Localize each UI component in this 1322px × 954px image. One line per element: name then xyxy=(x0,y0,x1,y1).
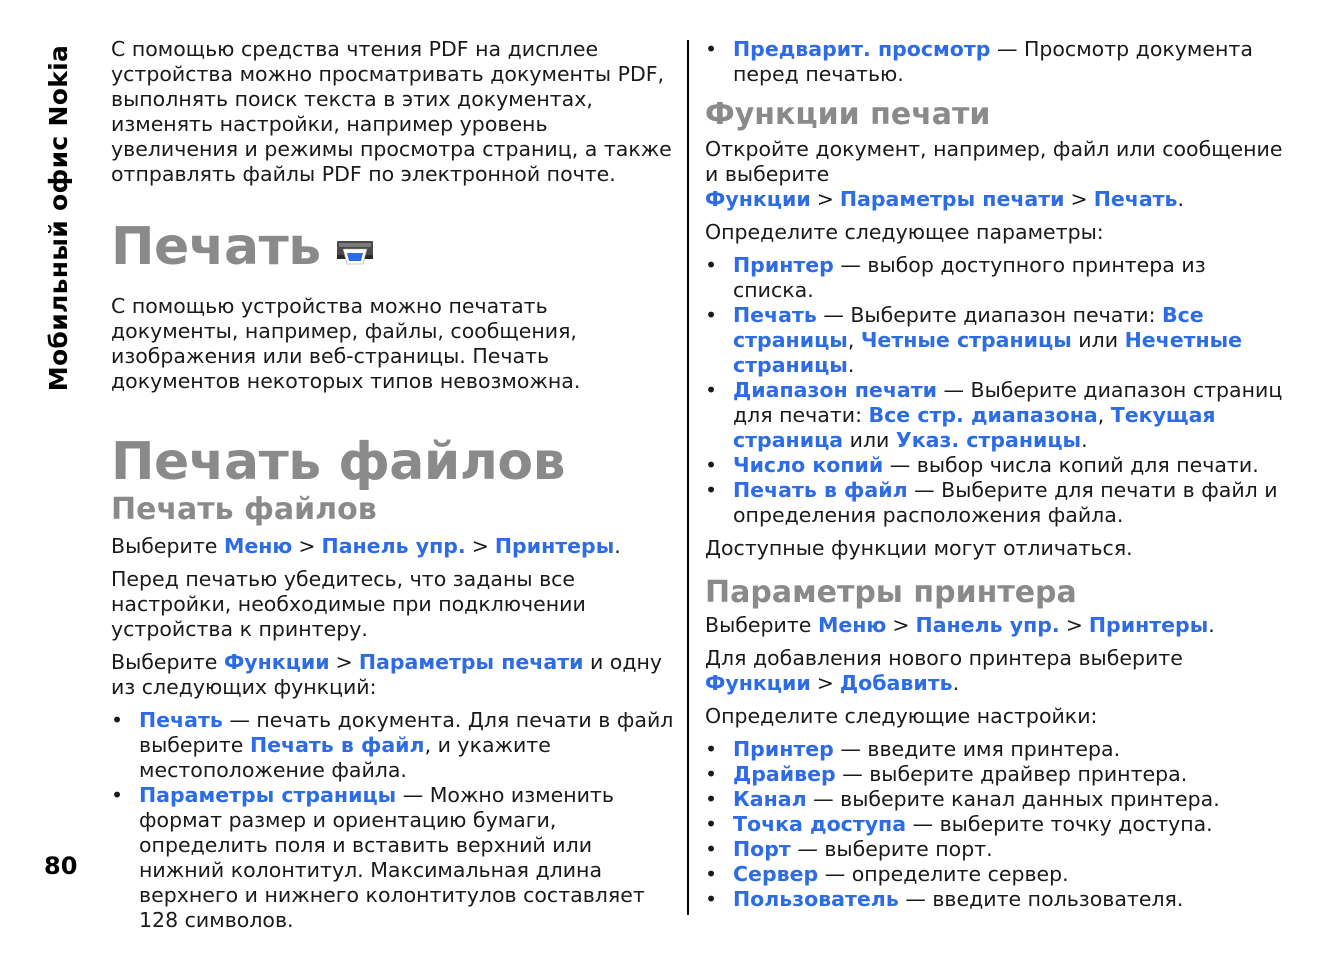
list-item xyxy=(705,478,1285,528)
printer-params-heading: Параметры принтера xyxy=(705,575,1077,610)
link-control-panel[interactable]: Панель упр. xyxy=(321,534,466,558)
term-print[interactable]: Печать xyxy=(733,303,817,327)
or-word: или xyxy=(1071,328,1125,352)
term-printer[interactable]: Принтер xyxy=(733,737,834,761)
print-files-heading: Печать файлов xyxy=(111,432,566,492)
printer-icon xyxy=(335,220,375,280)
option-current-page[interactable]: Текущая страница xyxy=(733,403,1216,452)
right-column xyxy=(705,37,1285,920)
list-item xyxy=(705,887,1285,912)
list-item xyxy=(111,783,677,933)
option-odd-pages[interactable]: Нечетные страницы xyxy=(733,328,1243,377)
link-add[interactable]: Добавить xyxy=(839,671,953,695)
link-print[interactable]: Печать xyxy=(1093,187,1178,211)
term-access-point[interactable]: Точка доступа xyxy=(733,812,907,836)
available-note: Доступные функции могут отличаться. xyxy=(705,536,1133,560)
term-user[interactable]: Пользователь xyxy=(733,887,899,911)
term-port[interactable]: Порт xyxy=(733,837,791,861)
print-heading xyxy=(111,217,677,280)
print-files-subheading: Печать файлов xyxy=(111,492,377,527)
item-text: — введите пользователя. xyxy=(898,887,1184,911)
link-menu[interactable]: Меню xyxy=(223,534,293,558)
term-page-setup[interactable]: Параметры страницы xyxy=(139,783,397,807)
term-preview[interactable]: Предварит. просмотр xyxy=(733,37,991,61)
left-column xyxy=(111,37,677,941)
item-text: — выберите порт. xyxy=(790,837,993,861)
list-item: • Диапазон печати — Выберите диапазон страниц для печати: Все стр. диапазона, Текущая страница или Указ. страницы. xyxy=(705,378,1285,453)
item-text: — Выберите диапазон страниц для печати: xyxy=(733,378,1283,427)
option-all-pages[interactable]: Все страницы xyxy=(733,303,1204,352)
link-control-panel[interactable]: Панель упр. xyxy=(915,613,1060,637)
term-print[interactable]: Печать xyxy=(139,708,223,732)
list-item xyxy=(705,812,1285,837)
list-item xyxy=(111,708,677,783)
item-text: — выберите точку доступа. xyxy=(906,812,1213,836)
link-menu[interactable]: Меню xyxy=(817,613,887,637)
menu-path-print-params: Выберите Функции > Параметры печати и одну из следующих функций: xyxy=(111,650,663,699)
menu-path-printers: Выберите Меню > Панель упр. > Принтеры. xyxy=(705,613,1215,637)
printer-settings-list xyxy=(705,737,1285,912)
open-doc-text: Откройте документ, например, файл или сообщение и выберите xyxy=(705,137,1283,186)
list-item xyxy=(705,762,1285,787)
term-channel[interactable]: Канал xyxy=(733,787,807,811)
define-settings-paragraph: Определите следующие настройки: xyxy=(705,704,1098,728)
link-functions[interactable]: Функции xyxy=(223,650,330,674)
list-item xyxy=(705,787,1285,812)
select-word: Выберите xyxy=(705,613,812,637)
list-item xyxy=(705,453,1285,478)
item-text: — определите сервер. xyxy=(818,862,1069,886)
column-divider xyxy=(687,40,689,915)
item-text: — Выберите для печати в файл и определения расположения файла. xyxy=(733,478,1278,527)
print-description: С помощью устройства можно печатать документы, например, файлы, сообщения, изображения или веб-страницы. Печать документов некоторых типов невозможна. xyxy=(111,294,581,393)
path-tail: и одну из следующих функций: xyxy=(111,650,663,699)
link-functions[interactable]: Функции xyxy=(705,671,811,695)
list-item xyxy=(705,253,1285,303)
item-text: — Можно изменить формат размер и ориентацию бумаги, определить поля и вставить верхний или нижний колонтитул. Максимальная длина верхнего и нижнего колонтитулов составляет 128 символов. xyxy=(139,783,645,932)
select-word: Выберите xyxy=(111,534,218,558)
list-item xyxy=(705,737,1285,762)
item-tail: , и укажите местоположение файла. xyxy=(139,733,551,782)
option-even-pages[interactable]: Четные страницы xyxy=(860,328,1072,352)
print-params-list xyxy=(705,253,1285,528)
term-print-range[interactable]: Диапазон печати xyxy=(733,378,937,402)
option-specified-pages[interactable]: Указ. страницы xyxy=(895,428,1082,452)
option-all-range[interactable]: Все стр. диапазона xyxy=(868,403,1098,427)
page-number: 80 xyxy=(44,852,78,880)
intro-paragraph: С помощью средства чтения PDF на дисплее устройства можно просматривать документы PDF, выполнять поиск текста в этих документах, изменять настройки, например уровень увеличения и режимы просмотра страниц, а также отправлять файлы PDF по электронной почте. xyxy=(111,37,672,186)
term-print-to-file[interactable]: Печать в файл xyxy=(249,733,425,757)
term-copies[interactable]: Число копий xyxy=(733,453,884,477)
term-driver[interactable]: Драйвер xyxy=(733,762,836,786)
link-printers[interactable]: Принтеры xyxy=(1088,613,1209,637)
before-print-paragraph: Перед печатью убедитесь, что заданы все настройки, необходимые при подключении устройства к принтеру. xyxy=(111,567,586,641)
item-text: — выберите канал данных принтера. xyxy=(806,787,1220,811)
print-functions-list xyxy=(111,708,677,933)
link-print-params[interactable]: Параметры печати xyxy=(358,650,584,674)
define-params-paragraph: Определите следующее параметры: xyxy=(705,220,1104,244)
or-word: или xyxy=(843,428,896,452)
menu-path-printers: Выберите Меню > Панель упр. > Принтеры. xyxy=(111,534,621,558)
link-functions[interactable]: Функции xyxy=(705,187,811,211)
term-server[interactable]: Сервер xyxy=(733,862,819,886)
add-new-text: Для добавления нового принтера выберите xyxy=(705,646,1183,670)
side-title: Мобильный офис Nokia xyxy=(43,44,73,392)
term-print-to-file[interactable]: Печать в файл xyxy=(733,478,908,502)
print-functions-heading: Функции печати xyxy=(705,97,991,132)
item-text: — Выберите диапазон печати: xyxy=(816,303,1163,327)
list-item xyxy=(705,862,1285,887)
open-document-paragraph: Откройте документ, например, файл или сообщение и выберите Функции > Параметры печати > Печать. xyxy=(705,137,1283,211)
add-printer-paragraph: Для добавления нового принтера выберите Функции > Добавить. xyxy=(705,646,1183,695)
item-text: — Просмотр документа перед печатью. xyxy=(733,37,1253,86)
item-text: — печать документа. Для печати в файл выберите xyxy=(139,708,674,757)
select-word: Выберите xyxy=(111,650,218,674)
list-item xyxy=(705,37,1285,87)
preview-list xyxy=(705,37,1285,87)
term-printer[interactable]: Принтер xyxy=(733,253,834,277)
item-text: — выбор доступного принтера из списка. xyxy=(733,253,1206,302)
item-text: — выберите драйвер принтера. xyxy=(835,762,1188,786)
item-text: — введите имя принтера. xyxy=(833,737,1121,761)
link-print-params[interactable]: Параметры печати xyxy=(839,187,1065,211)
print-heading-text: Печать xyxy=(111,217,321,277)
list-item: • Печать — Выберите диапазон печати: Все страницы, Четные страницы или Нечетные страницы. xyxy=(705,303,1285,378)
link-printers[interactable]: Принтеры xyxy=(494,534,615,558)
item-text: — выбор числа копий для печати. xyxy=(883,453,1259,477)
list-item xyxy=(705,837,1285,862)
